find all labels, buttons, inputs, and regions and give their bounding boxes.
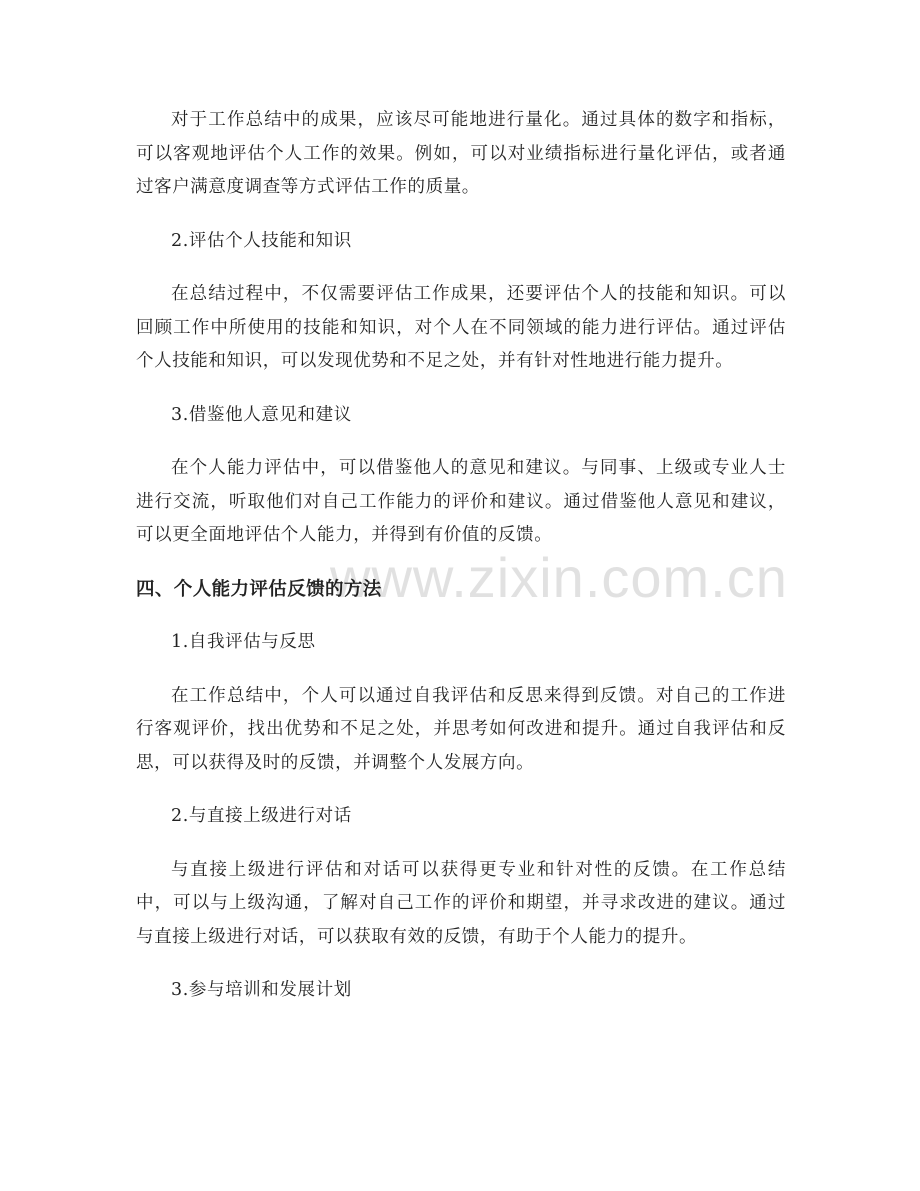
paragraph-quantify-results: 对于工作总结中的成果，应该尽可能地进行量化。通过具体的数字和指标，可以客观地评估个人工作的效果。例如，可以对业绩指标进行量化评估，或者通过客户满意度调查等方式评估工作的质量。 xyxy=(136,110,786,197)
subheading-self-assessment: 1.自我评估与反思 xyxy=(171,632,316,652)
paragraph-supervisor-dialogue: 与直接上级进行评估和对话可以获得更专业和针对性的反馈。在工作总结中，可以与上级沟通，了解对自己工作的评价和期望，并寻求改进的建议。通过与直接上级进行对话，可以获取有效的反馈，有助于个人能力的提升。 xyxy=(136,859,786,947)
document-page xyxy=(136,104,786,1028)
paragraph-others-opinions: 在个人能力评估中，可以借鉴他人的意见和建议。与同事、上级或专业人士进行交流，听取他们对自己工作能力的评价和建议。通过借鉴他人意见和建议，可以更全面地评估个人能力，并得到有价值的反馈。 xyxy=(136,458,786,545)
paragraph-assess-skills: 在总结过程中，不仅需要评估工作成果，还要评估个人的技能和知识。可以回顾工作中所使用的技能和知识，对个人在不同领域的能力进行评估。通过评估个人技能和知识，可以发现优势和不足之处，并有针对性地进行能力提升。 xyxy=(136,284,786,371)
subheading-others-opinions: 3.借鉴他人意见和建议 xyxy=(171,404,352,425)
watermark: www.zixin.com.cn xyxy=(330,546,788,609)
section-heading-feedback-methods: 四、个人能力评估反馈的方法 xyxy=(136,578,382,600)
subheading-training-plans: 3.参与培训和发展计划 xyxy=(171,980,352,1000)
subheading-assess-skills: 2.评估个人技能和知识 xyxy=(171,230,352,251)
paragraph-self-assessment: 在工作总结中，个人可以通过自我评估和反思来得到反馈。对自己的工作进行客观评价，找出优势和不足之处，并思考如何改进和提升。通过自我评估和反思，可以获得及时的反馈，并调整个人发展方向。 xyxy=(136,685,786,773)
subheading-supervisor-dialogue: 2.与直接上级进行对话 xyxy=(171,806,352,826)
